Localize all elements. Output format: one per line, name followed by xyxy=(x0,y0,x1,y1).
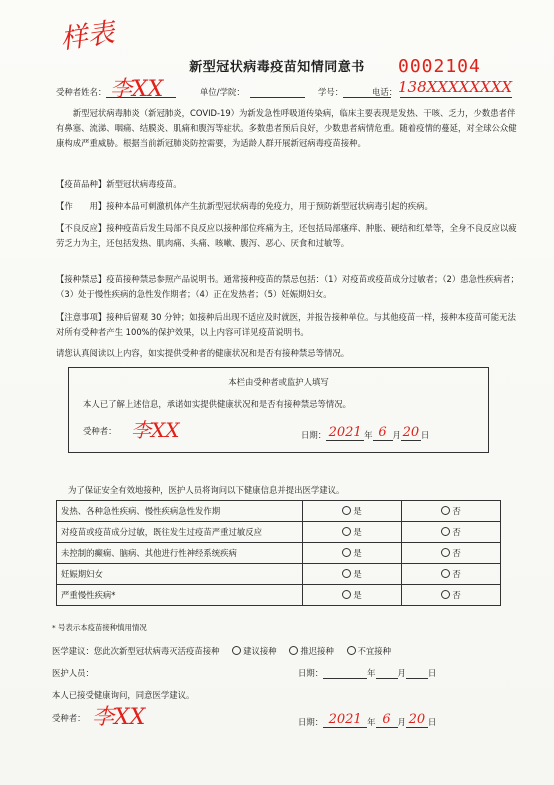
consent-statement: 本人已接受健康询问，同意医学建议。 xyxy=(52,690,195,700)
date-month[interactable]: 6 xyxy=(373,425,393,441)
final-signer-signature: 李XX xyxy=(92,705,146,730)
staff-date-month[interactable] xyxy=(376,668,398,679)
table-row xyxy=(57,585,501,606)
section-text: 接种后留观 30 分钟；如接种后出现不适应及时就医，并报告接种单位。与其他疫苗一样，接种本疫苗可能无法对所有受种者产生 100%的保护效果，以上内容可详见疫苗说明书。 xyxy=(56,312,516,337)
radio-circle-icon xyxy=(441,506,450,515)
health-questionnaire-table xyxy=(56,500,501,606)
section-contraindications xyxy=(56,272,522,302)
no-label: 否 xyxy=(452,569,461,579)
final-date-month[interactable]: 6 xyxy=(376,712,398,728)
section-adverse-reactions xyxy=(56,221,522,251)
no-label: 否 xyxy=(452,506,461,516)
advice-option-unsuitable[interactable] xyxy=(347,646,392,656)
serial-number: 0002104 xyxy=(398,56,481,77)
phone-value: 138XXXXXXXX xyxy=(398,78,513,96)
day-unit: 日 xyxy=(427,717,437,727)
year-unit: 年 xyxy=(364,430,373,440)
medical-advice-row xyxy=(52,645,391,657)
yes-label: 是 xyxy=(353,590,362,600)
radio-circle-icon xyxy=(441,548,450,557)
date-year[interactable]: 2021 xyxy=(326,425,364,441)
name-value: 李XX xyxy=(110,77,164,102)
no-label: 否 xyxy=(452,548,461,558)
radio-circle-icon xyxy=(342,548,351,557)
box-signer-signature: 李XX xyxy=(131,418,180,442)
reading-request: 请您认真阅读以上内容，如实提供受种者的健康状况和是否有接种禁忌等情况。 xyxy=(56,348,350,358)
yes-option[interactable] xyxy=(303,543,402,564)
date-label: 日期： xyxy=(301,430,327,440)
year-unit: 年 xyxy=(367,717,376,727)
no-option[interactable] xyxy=(402,564,501,585)
yes-option[interactable] xyxy=(303,522,402,543)
no-option[interactable] xyxy=(402,585,501,606)
intro-paragraph: 新型冠状病毒肺炎（新冠肺炎，COVID-19）为新发急性呼吸道传染病，临床主要表现是发热、干咳、乏力，少数患者伴有鼻塞、流涕、咽痛、结膜炎、肌痛和腹泻等症状。多数患者预后良好，少数患者病情危重。随着疫情的蔓延，对全球公众健康构成严重威胁。根据当前新冠肺炎防控需要，为适龄人群开展新冠病毒疫苗接种。 xyxy=(56,108,517,148)
yes-option[interactable] xyxy=(303,564,402,585)
month-unit: 月 xyxy=(397,668,406,678)
box-signer-label: 受种者： xyxy=(83,426,117,436)
staff-date-year[interactable] xyxy=(323,668,367,679)
table-row xyxy=(57,501,501,522)
no-option[interactable] xyxy=(402,543,501,564)
yes-label: 是 xyxy=(353,548,362,558)
question-cell: 妊娠期妇女 xyxy=(57,564,303,585)
phone-label: 电话： xyxy=(372,87,398,97)
section-label: 【不良反应】 xyxy=(56,223,107,233)
final-date-year[interactable]: 2021 xyxy=(323,712,367,728)
section-text: 新型冠状病毒疫苗。 xyxy=(106,179,182,189)
question-cell: 严重慢性疾病* xyxy=(57,585,303,606)
sample-stamp: 样表 xyxy=(58,17,117,56)
unit-label: 单位/学院： xyxy=(200,87,245,97)
final-date xyxy=(298,712,436,728)
option-label: 推迟接种 xyxy=(300,646,334,656)
section-text: 接种本品可刺激机体产生抗新型冠状病毒的免疫力，用于预防新型冠状病毒引起的疾病。 xyxy=(106,201,433,211)
radio-circle-icon xyxy=(342,527,351,536)
section-label: 【作 用】 xyxy=(56,201,107,211)
radio-circle-icon xyxy=(342,590,351,599)
yes-option[interactable] xyxy=(303,585,402,606)
question-cell: 发热、各种急性疾病、慢性疾病急性发作期 xyxy=(57,501,303,522)
day-unit: 日 xyxy=(427,668,437,678)
recipient-fill-box xyxy=(68,367,489,453)
question-cell: 对疫苗或疫苗成分过敏，既往发生过疫苗严重过敏反应 xyxy=(57,522,303,543)
table-row xyxy=(57,564,501,585)
radio-circle-icon xyxy=(342,506,351,515)
advice-option-recommend[interactable] xyxy=(232,646,277,656)
unit-field[interactable] xyxy=(250,86,305,98)
staff-date xyxy=(298,667,436,679)
staff-date-day[interactable] xyxy=(406,668,428,679)
section-label: 【疫苗品种】 xyxy=(56,179,107,189)
name-label: 受种者姓名： xyxy=(56,87,107,97)
radio-circle-icon xyxy=(347,646,356,655)
day-unit: 日 xyxy=(420,430,430,440)
box-date xyxy=(301,425,429,441)
section-precautions xyxy=(56,310,522,340)
document-title: 新型冠状病毒疫苗知情同意书 xyxy=(189,60,365,75)
yes-label: 是 xyxy=(353,527,362,537)
section-effect xyxy=(56,199,522,214)
section-text: 疫苗接种禁忌参照产品说明书。通常接种疫苗的禁忌包括：（1）对疫苗或疫苗成分过敏者；（2）患急性疾病者；（3）处于慢性疾病的急性发作期者；（4）正在发热者；（5）妊娠期妇女。 xyxy=(56,274,519,299)
section-label: 【接种禁忌】 xyxy=(56,274,107,284)
health-intro: 为了保证安全有效地接种，医护人员将询问以下健康信息并提出医学建议。 xyxy=(68,485,345,495)
month-unit: 月 xyxy=(397,717,406,727)
advice-option-postpone[interactable] xyxy=(289,646,334,656)
radio-circle-icon xyxy=(289,646,298,655)
recipient-info-row xyxy=(40,77,520,102)
yes-label: 是 xyxy=(353,569,362,579)
radio-circle-icon xyxy=(441,569,450,578)
radio-circle-icon xyxy=(441,527,450,536)
question-cell: 未控制的癫痫、脑病、其他进行性神经系统疾病 xyxy=(57,543,303,564)
medical-staff-label: 医护人员： xyxy=(52,668,94,678)
radio-circle-icon xyxy=(441,590,450,599)
footnote: * 号表示本疫苗接种慎用情况 xyxy=(52,623,147,632)
table-row xyxy=(57,522,501,543)
year-unit: 年 xyxy=(367,668,376,678)
date-label: 日期： xyxy=(298,717,324,727)
table-row xyxy=(57,543,501,564)
section-vaccine-type xyxy=(56,177,522,192)
radio-circle-icon xyxy=(232,646,241,655)
yes-label: 是 xyxy=(353,506,362,516)
radio-circle-icon xyxy=(342,569,351,578)
student-id-label: 学号： xyxy=(318,87,344,97)
option-label: 不宜接种 xyxy=(357,646,392,656)
advice-label: 医学建议： xyxy=(52,646,94,656)
box-statement: 本人已了解上述信息，承诺如实提供健康状况和是否有接种禁忌等情况。 xyxy=(83,399,351,409)
no-option[interactable] xyxy=(402,501,501,522)
final-date-day[interactable]: 20 xyxy=(406,712,428,728)
yes-option[interactable] xyxy=(303,501,402,522)
date-day[interactable]: 20 xyxy=(402,425,420,440)
option-label: 建议接种 xyxy=(243,646,277,656)
box-header: 本栏由受种者或监护人填写 xyxy=(228,377,329,387)
date-label: 日期： xyxy=(298,668,324,678)
advice-text: 您此次新型冠状病毒灭活疫苗接种 xyxy=(93,646,220,656)
section-label: 【注意事项】 xyxy=(56,312,107,322)
final-signer-label: 受种者： xyxy=(52,713,86,723)
no-option[interactable] xyxy=(402,522,501,543)
month-unit: 月 xyxy=(392,430,401,440)
section-text: 接种疫苗后发生局部不良反应以接种部位疼痛为主，还包括局部瘙痒、肿胀、硬结和红晕等，全身不良反应以疲劳乏力为主，还包括发热、肌肉痛、头痛、咳嗽、腹泻、恶心、厌食和过敏等。 xyxy=(56,223,517,248)
no-label: 否 xyxy=(452,527,461,537)
no-label: 否 xyxy=(452,590,461,600)
